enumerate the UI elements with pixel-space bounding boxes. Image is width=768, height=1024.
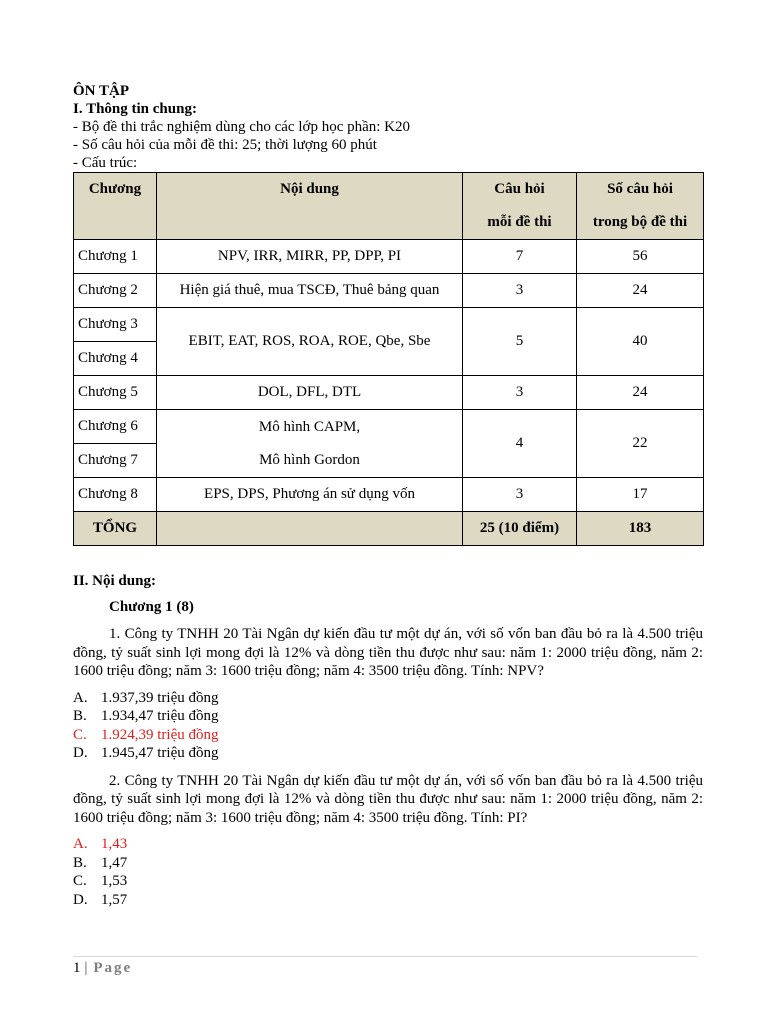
row-chapter: Chương 4 xyxy=(74,342,157,376)
info-line-3: - Cấu trúc: xyxy=(73,155,138,171)
table-row xyxy=(74,478,704,512)
table-row xyxy=(74,376,704,410)
table-header-row xyxy=(74,173,704,240)
row-per-exam: 3 xyxy=(463,274,577,308)
table-total-row xyxy=(74,512,704,546)
header-per-exam-line2: mỗi đề thi xyxy=(487,214,552,230)
row-content-line1: Mô hình CAPM, xyxy=(258,418,361,435)
row-total: 40 xyxy=(577,308,704,376)
option-a: A. 1.937,39 triệu đồng xyxy=(73,689,219,706)
row-chapter: Chương 2 xyxy=(74,274,157,308)
page-number: 1 xyxy=(73,960,81,976)
option-b: B. 1,47 xyxy=(73,854,128,871)
question-2 xyxy=(73,772,703,828)
row-total: 22 xyxy=(577,410,704,478)
option-d: D. 1,57 xyxy=(73,891,128,908)
row-total: 24 xyxy=(577,376,704,410)
total-empty xyxy=(157,512,463,546)
option-a-correct: A. 1,43 xyxy=(73,836,128,852)
info-line-1: - Bộ đề thi trắc nghiệm dùng cho các lớp học phần: K20 xyxy=(73,119,411,135)
row-per-exam: 3 xyxy=(463,478,577,512)
row-per-exam: 4 xyxy=(463,410,577,478)
row-per-exam: 7 xyxy=(463,240,577,274)
option-c: C. 1,53 xyxy=(73,873,128,889)
info-line-2: - Số câu hỏi của mỗi đề thi: 25; thời lượng 60 phút xyxy=(73,137,377,153)
row-total: 56 xyxy=(577,240,704,274)
document-page xyxy=(73,82,703,909)
question-text: 1. Công ty TNHH 20 Tài Ngân dự kiến đầu tư một dự án, với số vốn ban đầu bỏ ra là 4.500 triệu đồng, tỷ suất sinh lợi mong đợi là 12% và dòng tiền thu được như sau: năm 1: 2000 triệu đồng, năm 2: 1600 triệu đồng; năm 3: 1600 triệu đồng; năm 4: 3500 triệu đồng. Tính: NPV? xyxy=(73,626,703,679)
row-per-exam: 3 xyxy=(463,376,577,410)
row-total: 17 xyxy=(577,478,704,512)
table-row xyxy=(74,410,704,444)
header-chapter: Chương xyxy=(74,173,157,240)
table-row xyxy=(74,308,704,342)
question-1 xyxy=(73,625,703,681)
option-b: B. 1.934,47 triệu đồng xyxy=(73,708,219,724)
row-total: 24 xyxy=(577,274,704,308)
section2-title: II. Nội dung: xyxy=(73,573,156,589)
page-label: Page xyxy=(93,960,133,976)
row-content: EPS, DPS, Phương án sử dụng vốn xyxy=(157,478,463,512)
option-c-correct: C. 1.924,39 triệu đồng xyxy=(73,726,219,743)
chapter-heading: Chương 1 (8) xyxy=(109,599,194,615)
row-chapter: Chương 5 xyxy=(74,376,157,410)
row-content-line2: Mô hình Gordon xyxy=(259,451,360,468)
header-total-line2: trong bộ đề thi xyxy=(592,214,688,230)
table-row xyxy=(74,274,704,308)
row-content xyxy=(157,410,463,478)
question-text: 2. Công ty TNHH 20 Tài Ngân dự kiến đầu tư một dự án, với số vốn ban đầu bỏ ra là 4.500 triệu đồng, tỷ suất sinh lợi mong đợi là 12% và dòng tiền thu được như sau: năm 1: 2000 triệu đồng, năm 2: 1600 triệu đồng; năm 3: 1600 triệu đồng; năm 4: 3500 triệu đồng. Tính: PI? xyxy=(73,772,703,826)
footer-divider xyxy=(73,956,697,957)
header-content: Nội dung xyxy=(157,173,463,240)
row-per-exam: 5 xyxy=(463,308,577,376)
row-content: EBIT, EAT, ROS, ROA, ROE, Qbe, Sbe xyxy=(157,308,463,376)
doc-title: ÔN TẬP xyxy=(73,83,129,99)
structure-table xyxy=(73,172,704,546)
row-chapter: Chương 6 xyxy=(74,410,157,444)
row-chapter: Chương 7 xyxy=(74,444,157,478)
table-row xyxy=(74,240,704,274)
header-total-line1: Số câu hỏi xyxy=(607,181,673,197)
total-per-exam: 25 (10 điểm) xyxy=(463,512,577,546)
header-per-exam-line1: Câu hỏi xyxy=(494,181,545,197)
total-label: TỔNG xyxy=(74,512,157,546)
question-2-options xyxy=(73,835,703,909)
row-chapter: Chương 3 xyxy=(74,308,157,342)
page-separator: | xyxy=(84,960,90,976)
row-chapter: Chương 1 xyxy=(74,240,157,274)
header-per-exam xyxy=(463,173,577,240)
option-d: D. 1.945,47 triệu đồng xyxy=(73,745,219,761)
row-content: NPV, IRR, MIRR, PP, DPP, PI xyxy=(157,240,463,274)
header-total xyxy=(577,173,704,240)
row-content: Hiện giá thuê, mua TSCĐ, Thuê bảng quan xyxy=(157,274,463,308)
row-content: DOL, DFL, DTL xyxy=(157,376,463,410)
question-1-options xyxy=(73,689,703,763)
page-footer xyxy=(73,960,132,977)
total-total: 183 xyxy=(577,512,704,546)
row-chapter: Chương 8 xyxy=(74,478,157,512)
section1-title: I. Thông tin chung: xyxy=(73,101,197,117)
